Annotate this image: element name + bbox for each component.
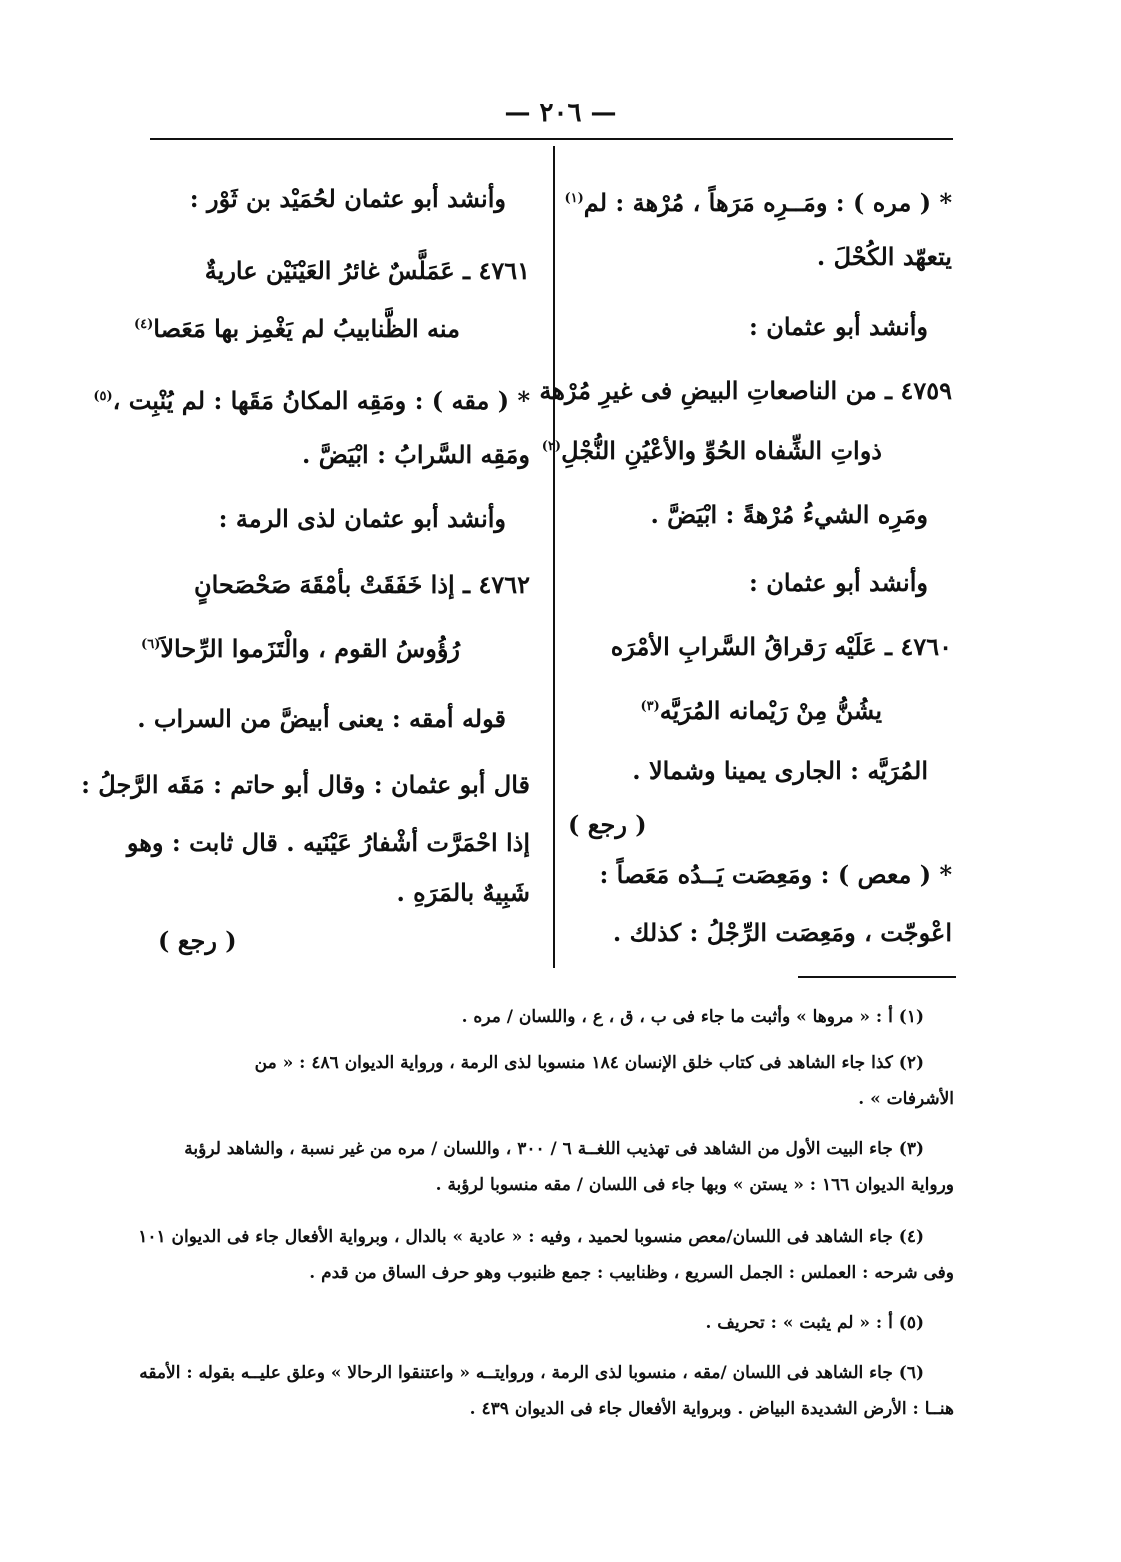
footnote-4: (٤) جاء الشاهد فى اللسان/معص منسوبا لحميد ، وفيه : « عادية » بالدال ، وبرواية الأفعال جاء فى الديوان ١٠١	[138, 1227, 924, 1247]
footnote-3-continuation: ورواية الديوان ١٦٦ : « يستن » وبها جاء فى اللسان / مقه منسوبا لرؤبة .	[435, 1175, 954, 1195]
page-number: — ٢٠٦ —	[504, 98, 617, 128]
recitation-intro: وأنشد أبو عثمان :	[749, 312, 928, 341]
recitation-intro: وأنشد أبو عثمان لذى الرمة :	[218, 504, 506, 533]
verse-4760-second: يشُنُّ مِنْ رَيْمانه المُرَيَّه$^{(٣)}$	[640, 696, 882, 725]
explanation-line: قوله أمقه : يعنى أبيضَّ من السراب .	[137, 704, 506, 733]
verse-4759-second: ذواتِ الشِّفاه الحُوِّ والأعْيُنِ النُّجْلِ$^{(٢)}$	[541, 436, 882, 465]
entry-mas-line: * ( معص ) : ومَعِصَت يَــدُه مَعَصاً :	[599, 860, 952, 889]
column-divider	[553, 146, 555, 968]
entry-mqh-continuation: ومَقِه السَّرابُ : ابْيَضَّ .	[302, 440, 530, 469]
definition-line: ومَرِه الشيءُ مُرْهةً : ابْيَضَّ .	[650, 500, 928, 529]
verse-4762-second: رُؤُوسُ القوم ، والْتَزَموا الرِّحالاَ$^{(٦)}$	[141, 634, 460, 663]
entry-mas-continuation: اعْوجّت ، ومَعِصَت الرِّجْلُ : كذلك .	[612, 918, 952, 947]
footnote-2: (٢) كذا جاء الشاهد فى كتاب خلق الإنسان ١٨٤ منسوبا لذى الرمة ، ورواية الديوان ٤٨٦ : « من	[254, 1053, 924, 1073]
footnote-marker: (٤)	[133, 317, 154, 332]
footnote-marker: (٢)	[541, 439, 562, 454]
header-rule	[150, 138, 953, 140]
verse-4759-first: ٤٧٥٩ ـ من الناصعاتِ البيضِ فى غيرِ مُرْهة	[539, 376, 952, 405]
entry-mrh-line: * ( مره ) : ومَــرِه مَرَهاً ، مُرْهة : لم$^{(١)}$	[564, 188, 952, 217]
return-marker: ( رجع )	[158, 926, 237, 955]
footnote-6: (٦) جاء الشاهد فى اللسان /مقه ، منسوبا لذى الرمة ، وروايتــه « واعتنقوا الرحالا » وعلق عليــه بقوله : الأمقه	[139, 1363, 924, 1383]
footnote-marker: (١)	[564, 191, 584, 206]
verse-4761-first: ٤٧٦١ ـ عَمَلَّسٌ غائرُ العَيْنَيْن عاريةٌ	[204, 256, 530, 285]
verse-4761-second: منه الظَّنابيبُ لم يَغْمِز بها مَعَصا$^{(٤)}$	[133, 314, 460, 343]
verse-4760-first: ٤٧٦٠ ـ عَلَيْه رَقراقُ السَّرابِ الأمْرَه	[610, 632, 952, 661]
citation-line: قال أبو عثمان : وقال أبو حاتم : مَقَه الرَّجلُ :	[81, 770, 530, 799]
footnote-1: (١) أ : « مروها » وأثبت ما جاء فى ب ، ق ، ع ، واللسان / مره .	[461, 1007, 924, 1027]
entry-mrh-continuation: يتعهّد الكُحْلَ .	[816, 242, 952, 271]
footnote-5: (٥) أ : « لم يثبت » : تحريف .	[705, 1313, 924, 1333]
footnote-rule	[798, 976, 956, 978]
entry-mqh-line: * ( مقه ) : ومَقِه المكانُ مَقَها : لم يُنْبِت ،$^{(٥)}$	[93, 386, 530, 415]
footnote-4-continuation: وفى شرحه : العملس : الجمل السريع ، وظنابيب : جمع ظنبوب وهو حرف الساق من قدم .	[309, 1263, 954, 1283]
return-marker: ( رجع )	[568, 810, 647, 839]
definition-line: المُرَيَّه : الجارى يمينا وشمالا .	[632, 756, 928, 785]
verse-4762-first: ٤٧٦٢ ـ إذا خَفَقَتْ بأمْقَهَ صَحْصَحانٍ	[193, 570, 530, 599]
footnote-6-continuation: هنــا : الأرض الشديدة البياض . وبرواية الأفعال جاء فى الديوان ٤٣٩ .	[469, 1399, 954, 1419]
footnote-marker: (٥)	[93, 389, 113, 404]
footnote-3: (٣) جاء البيت الأول من الشاهد فى تهذيب اللغــة ٦ / ٣٠٠ ، واللسان / مره من غير نسبة ، والشاهد لرؤبة	[184, 1139, 924, 1159]
citation-line: إذا احْمَرَّت أشْفارُ عَيْنَيه . قال ثابت : وهو	[126, 828, 530, 857]
recitation-intro: وأنشد أبو عثمان :	[749, 568, 928, 597]
footnote-2-continuation: الأشرفات » .	[858, 1089, 954, 1109]
footnote-marker: (٦)	[141, 637, 161, 652]
footnote-marker: (٣)	[640, 699, 660, 714]
recitation-intro: وأنشد أبو عثمان لحُمَيْد بن ثَوْر :	[189, 184, 506, 213]
citation-line: شَبِيهٌ بالمَرَهِ .	[396, 878, 530, 907]
